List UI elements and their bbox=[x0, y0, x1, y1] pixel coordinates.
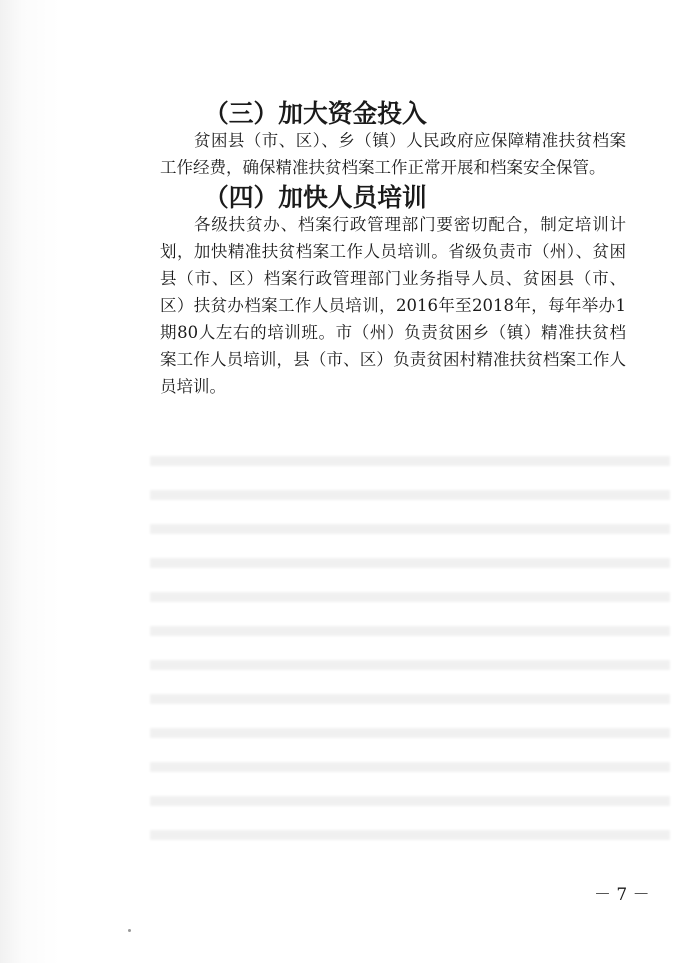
section-heading-funding: （三）加大资金投入 bbox=[204, 99, 427, 128]
paragraph-training: 各级扶贫办、档案行政管理部门要密切配合，制定培训计划，加快精准扶贫档案工作人员培训。省级负责市（州）、贫困县（市、区）档案行政管理部门业务指导人员、贫困县（市、区）扶贫办档案工作人员培训，2016年至2018年，每年举办1期80人左右的培训班。市（州）负责贫困乡（镇）精准扶贫档案工作人员培训，县（市、区）负责贫困村精准扶贫档案工作人员培训。 bbox=[160, 215, 626, 396]
scan-speck bbox=[128, 929, 131, 932]
document-body bbox=[160, 100, 626, 400]
page-number: － 7 － bbox=[594, 885, 650, 905]
paragraph-funding: 贫困县（市、区）、乡（镇）人民政府应保障精准扶贫档案工作经费，确保精准扶贫档案工作正常开展和档案安全保管。 bbox=[160, 131, 626, 177]
show-through-texture bbox=[150, 440, 670, 840]
section-heading-training: （四）加快人员培训 bbox=[204, 183, 427, 212]
